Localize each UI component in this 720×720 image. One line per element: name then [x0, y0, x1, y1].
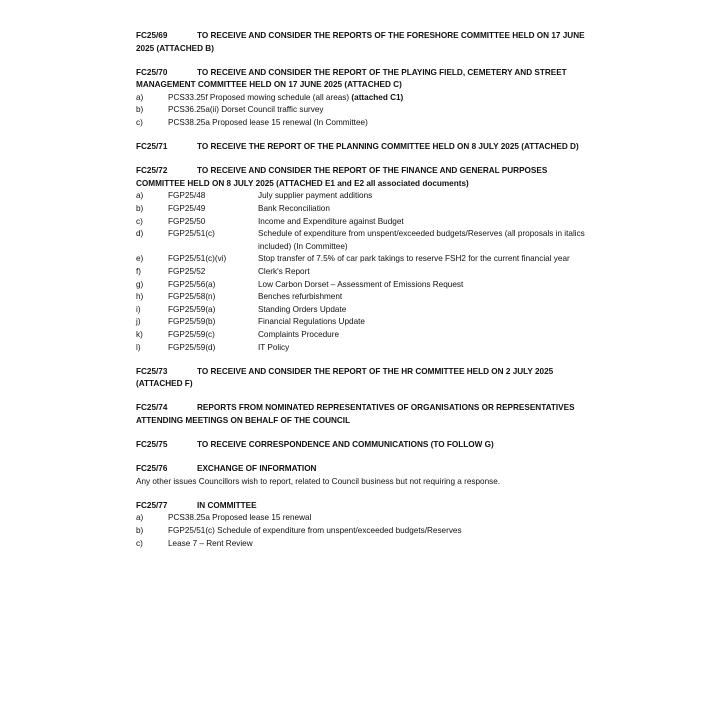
item-text: Complaints Procedure [258, 329, 340, 339]
item-letter: a) [136, 513, 144, 523]
item-text: Bank Reconciliation [258, 204, 330, 214]
section-ref: FC25/71 [136, 142, 168, 152]
item-letter: b) [136, 204, 144, 214]
list-item [136, 525, 586, 538]
item-text: Financial Regulations Update [258, 317, 365, 327]
list-item [136, 92, 586, 105]
item-code: FGP25/59(b) [168, 317, 216, 327]
list-item [136, 104, 586, 117]
item-text: PCS38.25a Proposed lease 15 renewal (In Committee) [168, 118, 368, 128]
item-code: FGP25/51(c)(vi) [168, 254, 227, 264]
section-title: EXCHANGE OF INFORMATION [197, 464, 317, 474]
section-title: TO RECEIVE AND CONSIDER THE REPORTS OF THE FORESHORE COMMITTEE HELD ON 17 JUNE 2025 (ATTACHED B) [136, 31, 585, 53]
item-code: FGP25/59(c) [168, 329, 215, 339]
agenda-section [136, 402, 586, 427]
item-letter: j) [136, 317, 141, 327]
item-letter: g) [136, 279, 144, 289]
item-letter: d) [136, 229, 144, 239]
section-ref: FC25/77 [136, 500, 168, 510]
item-text: PCS36.25a(ii) Dorset Council traffic survey [168, 105, 324, 115]
list-item [136, 190, 586, 203]
item-letter: f) [136, 267, 142, 276]
agenda-section [136, 463, 586, 488]
section-title: TO RECEIVE CORRESPONDENCE AND COMMUNICATIONS (TO FOLLOW G) [197, 440, 494, 450]
list-item [136, 117, 586, 130]
list-item [136, 216, 586, 229]
item-letter: a) [136, 92, 144, 102]
list-item [136, 512, 586, 525]
section-heading [136, 141, 586, 154]
list-item [136, 203, 586, 216]
list-item [136, 304, 586, 317]
item-text: Income and Expenditure against Budget [258, 216, 404, 226]
list-item [136, 329, 586, 342]
section-title: TO RECEIVE AND CONSIDER THE REPORT OF THE HR COMMITTEE HELD ON 2 JULY 2025 (ATTACHED F) [136, 366, 554, 389]
list-item [136, 342, 586, 355]
section-title: TO RECEIVE AND CONSIDER THE REPORT OF THE FINANCE AND GENERAL PURPOSES COMMITTEE HELD ON 8 JULY 2025 (ATTACHED E1 and E2 all associated documents) [136, 166, 548, 188]
section-title: IN COMMITTEE [197, 500, 257, 510]
item-letter: b) [136, 526, 144, 535]
item-code: FGP25/58(n) [168, 292, 216, 302]
item-text: July supplier payment additions [258, 191, 373, 201]
item-code: FGP25/49 [168, 204, 206, 214]
item-code: FGP25/50 [168, 216, 206, 226]
item-text: Low Carbon Dorset – Assessment of Emissions Request [258, 279, 464, 289]
section-ref: FC25/74 [136, 403, 168, 413]
item-code: FGP25/48 [168, 191, 206, 201]
item-letter: i) [136, 304, 141, 314]
agenda-section [136, 439, 586, 452]
agenda-section [136, 30, 586, 55]
item-letter: c) [136, 538, 143, 548]
item-text: FGP25/51(c) Schedule of expenditure from unspent/exceeded budgets/Reserves [168, 526, 462, 535]
section-ref: FC25/72 [136, 166, 168, 176]
section-body: Any other issues Councillors wish to report, related to Council business but not requiring a response. [136, 476, 501, 486]
section-heading [136, 165, 586, 190]
item-code: FGP25/59(a) [168, 304, 216, 314]
agenda-section [136, 366, 586, 391]
agenda-section [136, 67, 586, 130]
item-text: IT Policy [258, 342, 290, 352]
section-heading [136, 366, 586, 391]
section-heading [136, 463, 586, 476]
list-item [136, 538, 586, 551]
section-title: REPORTS FROM NOMINATED REPRESENTATIVES OF ORGANISATIONS OR REPRESENTATIVES ATTENDING MEETINGS ON BEHALF OF THE COUNCIL [136, 403, 575, 425]
list-item [136, 279, 586, 292]
list-item [136, 253, 586, 266]
item-text: Schedule of expenditure from unspent/exceeded budgets/Reserves (all proposals in italics included) (In Committee) [258, 229, 585, 251]
item-letter: b) [136, 105, 144, 115]
agenda-page [136, 30, 586, 562]
section-heading [136, 439, 586, 452]
item-code: FGP25/59(d) [168, 342, 216, 352]
item-text: Stop transfer of 7.5% of car park takings to reserve FSH2 for the current financial year [258, 254, 570, 264]
item-letter: a) [136, 191, 144, 201]
item-text: PCS33.25f Proposed mowing schedule (all areas) [168, 92, 350, 102]
item-letter: c) [136, 118, 143, 128]
section-title: TO RECEIVE AND CONSIDER THE REPORT OF THE PLAYING FIELD, CEMETERY AND STREET MANAGEMENT COMMITTEE HELD ON 17 JUNE 2025 (ATTACHED C) [136, 67, 567, 90]
item-letter: k) [136, 329, 143, 339]
section-heading [136, 402, 586, 427]
item-letter: c) [136, 216, 143, 226]
section-ref: FC25/73 [136, 366, 168, 376]
item-code: FGP25/52 [168, 267, 206, 276]
list-item [136, 316, 586, 329]
item-letter: l) [136, 342, 141, 352]
agenda-section [136, 500, 586, 550]
item-letter: e) [136, 254, 144, 264]
section-heading [136, 500, 586, 513]
section-ref: FC25/75 [136, 440, 168, 450]
item-attachment: (attached C1) [351, 92, 404, 102]
item-code: FGP25/51(c) [168, 229, 215, 239]
section-ref: FC25/70 [136, 67, 168, 77]
section-title: TO RECEIVE THE REPORT OF THE PLANNING COMMITTEE HELD ON 8 JULY 2025 (ATTACHED D) [197, 142, 579, 152]
section-heading [136, 30, 586, 55]
item-code: FGP25/56(a) [168, 279, 216, 289]
list-item [136, 266, 586, 279]
agenda-section [136, 141, 586, 154]
item-text: Clerk's Report [258, 267, 310, 276]
item-text: Lease 7 – Rent Review [168, 538, 253, 548]
item-text: Standing Orders Update [258, 304, 347, 314]
section-heading [136, 67, 586, 92]
section-ref: FC25/76 [136, 464, 168, 474]
section-ref: FC25/69 [136, 31, 168, 40]
item-letter: h) [136, 292, 144, 302]
item-text: Benches refurbishment [258, 292, 343, 302]
agenda-section [136, 165, 586, 354]
list-item [136, 291, 586, 304]
item-text: PCS38.25a Proposed lease 15 renewal [168, 513, 312, 523]
list-item [136, 228, 586, 253]
